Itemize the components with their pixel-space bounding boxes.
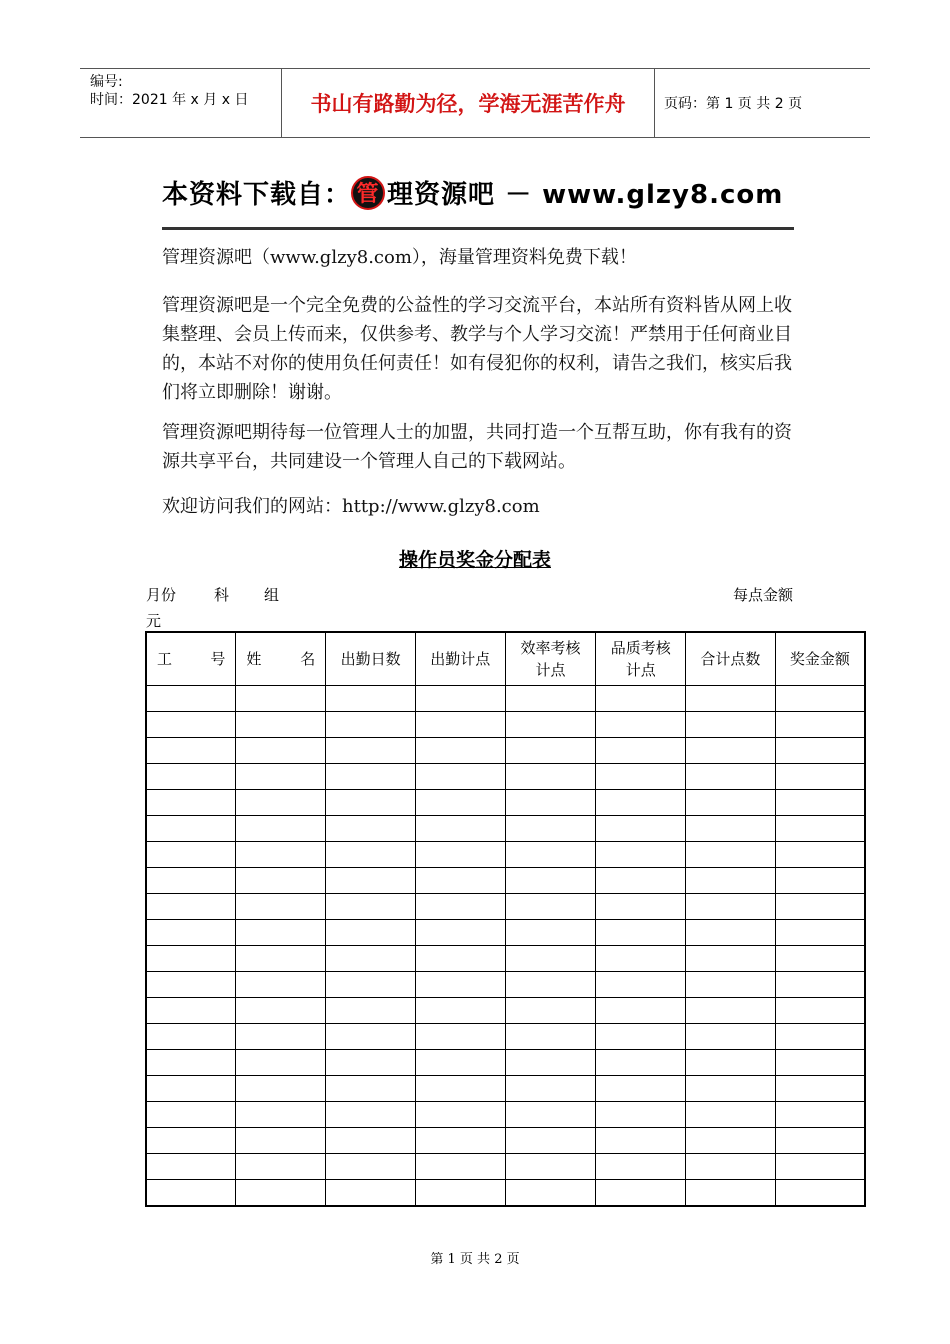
table-cell[interactable] (686, 998, 776, 1024)
table-cell[interactable] (775, 894, 865, 920)
table-cell[interactable] (505, 998, 596, 1024)
download-banner (162, 170, 794, 230)
table-cell[interactable] (686, 764, 776, 790)
table-cell[interactable] (775, 920, 865, 946)
table-cell[interactable] (686, 920, 776, 946)
table-cell[interactable] (236, 1180, 326, 1207)
table-cell[interactable] (775, 842, 865, 868)
promo-paragraph-1: 管理资源吧（www.glzy8.com），海量管理资料免费下载！ (162, 247, 637, 268)
table-cell[interactable] (236, 894, 326, 920)
table-cell[interactable] (505, 1050, 596, 1076)
table-cell[interactable] (415, 894, 505, 920)
table-cell[interactable] (326, 1154, 416, 1180)
table-cell[interactable] (236, 1102, 326, 1128)
table-row (146, 790, 865, 816)
table-cell[interactable] (236, 738, 326, 764)
table-row (146, 816, 865, 842)
table-cell[interactable] (326, 816, 416, 842)
table-cell[interactable] (596, 1180, 686, 1207)
table-cell[interactable] (686, 946, 776, 972)
table-cell[interactable] (326, 842, 416, 868)
table-cell[interactable] (505, 1180, 596, 1207)
table-cell[interactable] (775, 998, 865, 1024)
table-cell[interactable] (775, 1102, 865, 1128)
table-cell[interactable] (686, 1180, 776, 1207)
table-cell[interactable] (415, 1076, 505, 1102)
table-cell[interactable] (146, 790, 236, 816)
table-row (146, 894, 865, 920)
promo-paragraph-3: 管理资源吧期待每一位管理人士的加盟，共同打造一个互帮互助，你有我有的资源共享平台，共同建设一个管理人自己的下载网站。 (162, 422, 792, 472)
table-cell[interactable] (415, 790, 505, 816)
table-row (146, 1024, 865, 1050)
table-cell[interactable] (146, 868, 236, 894)
table-row (146, 842, 865, 868)
table-row (146, 1154, 865, 1180)
table-cell[interactable] (775, 712, 865, 738)
table-cell[interactable] (236, 1076, 326, 1102)
table-cell[interactable] (505, 712, 596, 738)
table-cell[interactable] (775, 1128, 865, 1154)
table-cell[interactable] (775, 868, 865, 894)
table-cell[interactable] (596, 946, 686, 972)
table-cell[interactable] (415, 738, 505, 764)
table-cell[interactable] (326, 920, 416, 946)
table-cell[interactable] (775, 764, 865, 790)
table-cell[interactable] (326, 894, 416, 920)
table-cell[interactable] (505, 738, 596, 764)
table-cell[interactable] (686, 1128, 776, 1154)
table-cell[interactable] (236, 972, 326, 998)
doc-number-label: 编号: (90, 74, 123, 90)
table-cell[interactable] (596, 842, 686, 868)
table-cell[interactable] (596, 1050, 686, 1076)
table-row (146, 1128, 865, 1154)
header-meta (80, 69, 280, 137)
table-cell[interactable] (326, 686, 416, 712)
table-cell[interactable] (415, 842, 505, 868)
table-cell[interactable] (415, 816, 505, 842)
table-cell[interactable] (686, 712, 776, 738)
table-cell[interactable] (326, 946, 416, 972)
table-cell[interactable] (326, 1050, 416, 1076)
table-cell[interactable] (505, 1102, 596, 1128)
table-cell[interactable] (326, 972, 416, 998)
table-cell[interactable] (415, 1102, 505, 1128)
table-cell[interactable] (236, 686, 326, 712)
table-cell[interactable] (505, 1024, 596, 1050)
table-cell[interactable] (686, 790, 776, 816)
table-cell[interactable] (775, 738, 865, 764)
table-cell[interactable] (415, 1128, 505, 1154)
table-cell[interactable] (236, 998, 326, 1024)
table-header-row (146, 632, 865, 686)
table-cell[interactable] (326, 738, 416, 764)
col-bonus-amount: 奖金金额 (775, 632, 865, 686)
form-meta-row (146, 584, 866, 606)
table-cell[interactable] (146, 686, 236, 712)
table-cell[interactable] (146, 842, 236, 868)
table-cell[interactable] (686, 868, 776, 894)
unit-label: 元 (146, 612, 162, 630)
table-cell[interactable] (146, 972, 236, 998)
promo-paragraph-2: 管理资源吧是一个完全免费的公益性的学习交流平台，本站所有资料皆从网上收集整理、会员上传而来，仅供参考、教学与个人学习交流！严禁用于任何商业目的，本站不对你的使用负任何责任！如有侵犯你的权利，请告之我们，核实后我们将立即删除！谢谢。 (162, 295, 792, 403)
table-cell[interactable] (596, 738, 686, 764)
banner-prefix: 本资料下载自： (162, 180, 352, 210)
table-cell[interactable] (236, 1050, 326, 1076)
table-cell[interactable] (326, 998, 416, 1024)
table-cell[interactable] (236, 946, 326, 972)
table-cell[interactable] (236, 764, 326, 790)
table-cell[interactable] (596, 816, 686, 842)
table-cell[interactable] (775, 816, 865, 842)
col-attendance-days: 出勤日数 (326, 632, 416, 686)
table-cell[interactable] (146, 1076, 236, 1102)
table-cell[interactable] (236, 1128, 326, 1154)
table-cell[interactable] (326, 1076, 416, 1102)
table-cell[interactable] (505, 946, 596, 972)
table-cell[interactable] (505, 972, 596, 998)
table-row (146, 946, 865, 972)
table-cell[interactable] (505, 764, 596, 790)
table-cell[interactable] (686, 1102, 776, 1128)
table-cell[interactable] (505, 842, 596, 868)
table-cell[interactable] (686, 686, 776, 712)
group-label: 组 (264, 586, 280, 604)
table-cell[interactable] (326, 1180, 416, 1207)
table-cell[interactable] (415, 1180, 505, 1207)
table-row (146, 1180, 865, 1207)
table-cell[interactable] (146, 946, 236, 972)
month-label: 月份 (146, 586, 177, 604)
table-cell[interactable] (775, 1076, 865, 1102)
banner-divider (162, 227, 794, 230)
col-efficiency-points: 效率考核计点 (505, 632, 596, 686)
table-cell[interactable] (596, 1128, 686, 1154)
table-cell[interactable] (236, 842, 326, 868)
table-cell[interactable] (146, 894, 236, 920)
table-cell[interactable] (775, 1154, 865, 1180)
table-cell[interactable] (236, 1154, 326, 1180)
promo-paragraph-4: 欢迎访问我们的网站：http://www.glzy8.com (162, 496, 540, 517)
col-attendance-points: 出勤计点 (415, 632, 505, 686)
table-cell[interactable] (686, 1154, 776, 1180)
dept-label: 科 (214, 586, 230, 604)
col-name: 姓 名 (236, 632, 326, 686)
table-cell[interactable] (146, 1102, 236, 1128)
table-cell[interactable] (505, 1128, 596, 1154)
table-cell[interactable] (596, 1102, 686, 1128)
table-row (146, 1076, 865, 1102)
table-cell[interactable] (146, 1050, 236, 1076)
table-cell[interactable] (415, 686, 505, 712)
table-cell[interactable] (415, 972, 505, 998)
table-cell[interactable] (505, 894, 596, 920)
table-cell[interactable] (505, 816, 596, 842)
table-cell[interactable] (326, 712, 416, 738)
table-row (146, 972, 865, 998)
table-cell[interactable] (505, 686, 596, 712)
table-cell[interactable] (146, 1024, 236, 1050)
table-cell[interactable] (775, 1024, 865, 1050)
table-cell[interactable] (146, 764, 236, 790)
table-row (146, 920, 865, 946)
table-cell[interactable] (596, 764, 686, 790)
table-cell[interactable] (146, 1180, 236, 1207)
table-cell[interactable] (596, 712, 686, 738)
table-cell[interactable] (596, 868, 686, 894)
table-cell[interactable] (686, 1050, 776, 1076)
point-amount-label: 每点金额 (733, 586, 794, 604)
table-row (146, 1050, 865, 1076)
table-cell[interactable] (146, 738, 236, 764)
table-cell[interactable] (596, 1076, 686, 1102)
table-cell[interactable] (686, 1024, 776, 1050)
table-cell[interactable] (326, 1024, 416, 1050)
table-cell[interactable] (415, 868, 505, 894)
table-cell[interactable] (415, 946, 505, 972)
table-row (146, 738, 865, 764)
bonus-table (145, 631, 866, 1207)
table-cell[interactable] (326, 764, 416, 790)
table-cell[interactable] (415, 712, 505, 738)
table-cell[interactable] (686, 1076, 776, 1102)
table-cell[interactable] (775, 790, 865, 816)
table-cell[interactable] (236, 790, 326, 816)
table-row (146, 998, 865, 1024)
col-quality-points: 品质考核计点 (596, 632, 686, 686)
table-cell[interactable] (326, 790, 416, 816)
table-cell[interactable] (596, 1154, 686, 1180)
header-motto: 书山有路勤为径，学海无涯苦作舟 (281, 69, 655, 137)
table-cell[interactable] (415, 920, 505, 946)
table-cell[interactable] (596, 998, 686, 1024)
table-row (146, 1102, 865, 1128)
table-cell[interactable] (596, 920, 686, 946)
table-cell[interactable] (596, 894, 686, 920)
header-page-info: 页码：第 1 页 共 2 页 (664, 96, 803, 112)
table-cell[interactable] (686, 972, 776, 998)
table-cell[interactable] (326, 1102, 416, 1128)
table-cell[interactable] (146, 920, 236, 946)
table-cell[interactable] (686, 842, 776, 868)
table-cell[interactable] (686, 894, 776, 920)
site-logo-icon: 管 (351, 176, 385, 210)
table-cell[interactable] (596, 972, 686, 998)
table-cell[interactable] (326, 1128, 416, 1154)
document-header (80, 68, 870, 138)
table-cell[interactable] (775, 686, 865, 712)
table-cell[interactable] (596, 1024, 686, 1050)
table-cell[interactable] (686, 816, 776, 842)
banner-site-name[interactable]: 理资源吧 － www.glzy8.com (387, 180, 784, 210)
table-row (146, 764, 865, 790)
table-cell[interactable] (236, 1024, 326, 1050)
table-cell[interactable] (686, 738, 776, 764)
table-cell[interactable] (415, 764, 505, 790)
table-cell[interactable] (326, 868, 416, 894)
table-row (146, 686, 865, 712)
table-cell[interactable] (236, 712, 326, 738)
table-cell[interactable] (146, 1154, 236, 1180)
table-cell[interactable] (505, 1076, 596, 1102)
table-cell[interactable] (236, 920, 326, 946)
table-cell[interactable] (505, 920, 596, 946)
table-cell[interactable] (505, 1154, 596, 1180)
col-employee-id: 工 号 (146, 632, 236, 686)
doc-time-label: 时间：2021 年 x 月 x 日 (90, 92, 249, 108)
table-row (146, 868, 865, 894)
banner-title (162, 174, 783, 211)
table-cell[interactable] (775, 972, 865, 998)
table-cell[interactable] (415, 1154, 505, 1180)
page-footer: 第 1 页 共 2 页 (430, 1252, 520, 1267)
table-cell[interactable] (775, 1050, 865, 1076)
table-cell[interactable] (146, 1128, 236, 1154)
table-cell[interactable] (236, 868, 326, 894)
col-total-points: 合计点数 (686, 632, 776, 686)
table-cell[interactable] (146, 816, 236, 842)
form-title: 操作员奖金分配表 (398, 549, 551, 571)
table-cell[interactable] (415, 1024, 505, 1050)
table-row (146, 712, 865, 738)
table-cell[interactable] (505, 790, 596, 816)
table-cell[interactable] (236, 816, 326, 842)
table-cell[interactable] (415, 998, 505, 1024)
table-cell[interactable] (505, 868, 596, 894)
table-cell[interactable] (775, 946, 865, 972)
table-cell[interactable] (146, 712, 236, 738)
table-cell[interactable] (775, 1180, 865, 1207)
table-cell[interactable] (146, 998, 236, 1024)
table-cell[interactable] (596, 686, 686, 712)
table-cell[interactable] (415, 1050, 505, 1076)
table-cell[interactable] (596, 790, 686, 816)
